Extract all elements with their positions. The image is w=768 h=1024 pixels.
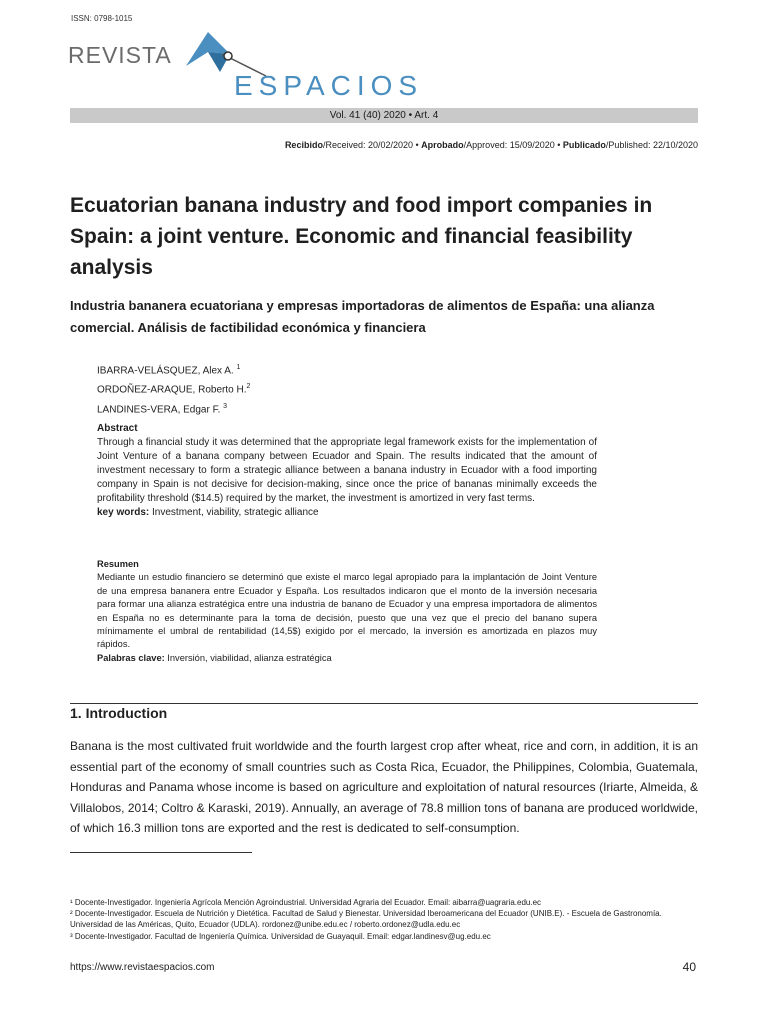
author-item: IBARRA-VELÁSQUEZ, Alex A. $^1$ [97, 364, 241, 377]
footnote-divider [70, 852, 252, 853]
page-number: 40 [682, 960, 696, 974]
resumen-keywords: Palabras clave: Inversión, viabilidad, alianza estratégica [97, 652, 332, 663]
resumen-heading: Resumen [97, 559, 139, 569]
introduction-heading: 1. Introduction [70, 705, 168, 721]
issn-label: ISSN: 0798-1015 [71, 14, 133, 23]
volume-bar: Vol. 41 (40) 2020 • Art. 4 [70, 108, 698, 123]
author-item: LANDINES-VERA, Edgar F. $^3$ [97, 402, 228, 415]
section-divider [70, 703, 698, 704]
resumen-text: Mediante un estudio financiero se determinó que existe el marco legal apropiado para la implantación de Joint Venture de una empresa bananera entre Ecuador y España. Los resultados indicaron que el monto de la inversión necesaria para formar una alianza estratégica entre una industria de banano de Ecuador y una empresa importadora de alimentos en España no es determinante para la toma de decisión, puesto que una vez que el precio del banano supera mínimamente el umbral de rentabilidad (14,5$) exigido por el mercado, la inversión es amortizada en plazos muy rápidos. [97, 572, 597, 650]
published-date: /Published: 22/10/2020 [605, 140, 698, 150]
footnote-item: ¹ Docente-Investigador. Ingeniería Agrícola Mención Agroindustrial. Universidad Agraria del Ecuador. Email: aibarra@uagraria.edu.ec [70, 898, 542, 907]
paper-subtitle: Industria bananera ecuatoriana y empresas importadoras de alimentos de España: una alianza comercial. Análisis de factibilidad económica y financiera [70, 298, 655, 335]
author-item: ORDOÑEZ-ARAQUE, Roberto H.$^2$ [97, 383, 251, 396]
abstract-text: Through a financial study it was determined that the appropriate legal framework exists for the implementation of Joint Venture of a banana company between Ecuador and Spain. The results indicated that the amount of investment necessary to form a strategic alliance between a banana industry in Ecuador with a food importing company in Spain is not decisive for decision-making, since once the price of bananas minimally exceeds the profitability threshold ($14.5) required by the market, the investment is amortized in very fast terms. [97, 437, 597, 504]
abstract-keywords: key words: Investment, viability, strategic alliance [97, 507, 319, 518]
logo-espacios-text: ESPACIOS [234, 70, 424, 101]
paper-title: Ecuatorian banana industry and food import companies in Spain: a joint venture. Economic and financial feasibility analysis [70, 194, 653, 279]
resumen-section [97, 558, 597, 665]
footnote-item: ³ Docente-Investigador. Facultad de Ingeniería Química. Universidad de Guayaquil. Email: edgar.landinesv@ug.edu.ec [70, 931, 491, 941]
footnotes [70, 897, 700, 942]
introduction-text: Banana is the most cultivated fruit worldwide and the fourth largest crop after wheat, rice and corn, in addition, it is an essential part of the economy of small countries such as Costa Rica, Ecuador, the Philippines, Colombia, Guatemala, Honduras and Panama whose income is based on agriculture and exploitation of natural resources (Iriarte, Almeida, & Villalobos, 2014; Coltro & Karaski, 2019). Annually, an average of 78.8 million tons of banana are produced worldwide, of which 16.3 million tons are exported and the rest is dedicated to self-consumption. [70, 739, 698, 835]
published-label: Publicado [562, 140, 606, 150]
publication-dates [285, 140, 698, 150]
abstract-heading: Abstract [97, 423, 138, 434]
footnote-item: ² Docente-Investigador. Escuela de Nutrición y Dietética. Facultad de Salud y Bienestar. Universidad Iberoamericana del Ecuador (UNIB.E). - Escuela de Gastronomía. Universidad de las Américas, Quito, Ecuador (UDLA). rordonez@unibe.edu.ec / roberto.ordonez@udla.edu.ec [70, 909, 662, 930]
revista-espacios-logo [68, 26, 424, 106]
footer-url-link[interactable]: https://www.revistaespacios.com [70, 962, 215, 973]
approved-date: /Approved: 15/09/2020 • [463, 140, 563, 150]
received-label: Recibido [284, 140, 323, 150]
author-list [97, 360, 250, 418]
received-date: /Received: 20/02/2020 • [322, 140, 422, 150]
logo-revista-text: REVISTA [68, 42, 172, 68]
abstract-section [97, 422, 597, 520]
approved-label: Aprobado [421, 140, 464, 150]
